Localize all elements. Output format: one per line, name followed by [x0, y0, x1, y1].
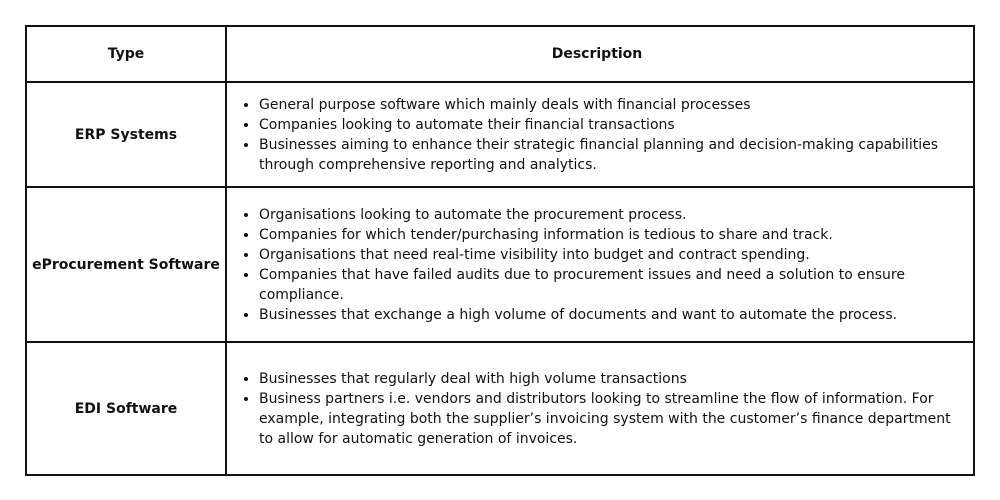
row-type-edi: EDI Software — [27, 343, 227, 474]
row-type-eprocurement: eProcurement Software — [27, 188, 227, 341]
bullet-item: • Companies that have failed audits due to procurement issues and need a solution to ensure compliance. — [259, 265, 967, 305]
bullet-list — [239, 205, 967, 325]
bullet-list — [239, 369, 967, 449]
bullet-item: • Companies looking to automate their financial transactions — [259, 115, 967, 135]
header-type: Type — [27, 27, 227, 81]
table-row — [27, 188, 973, 343]
bullet-item: • Businesses that exchange a high volume of documents and want to automate the process. — [259, 305, 967, 325]
bullet-item: • Organisations that need real-time visibility into budget and contract spending. — [259, 245, 967, 265]
table-row — [27, 343, 973, 474]
row-description-erp — [227, 83, 973, 186]
bullet-item: • Business partners i.e. vendors and distributors looking to streamline the flow of information. For example, integrating both the supplier’s invoicing system with the customer’s finance department to allow for automatic generation of invoices. — [259, 389, 967, 449]
row-description-edi — [227, 343, 973, 474]
bullet-list — [239, 95, 967, 175]
bullet-item: • General purpose software which mainly deals with financial processes — [259, 95, 967, 115]
row-type-erp: ERP Systems — [27, 83, 227, 186]
table-row — [27, 83, 973, 188]
row-description-eprocurement — [227, 188, 973, 341]
bullet-item: • Businesses that regularly deal with high volume transactions — [259, 369, 967, 389]
table-header-row — [27, 27, 973, 83]
bullet-item: • Organisations looking to automate the procurement process. — [259, 205, 967, 225]
bullet-item: • Companies for which tender/purchasing information is tedious to share and track. — [259, 225, 967, 245]
software-comparison-table — [25, 25, 975, 476]
bullet-item: • Businesses aiming to enhance their strategic financial planning and decision-making capabilities through comprehensive reporting and analytics. — [259, 135, 967, 175]
header-description: Description — [551, 46, 643, 62]
